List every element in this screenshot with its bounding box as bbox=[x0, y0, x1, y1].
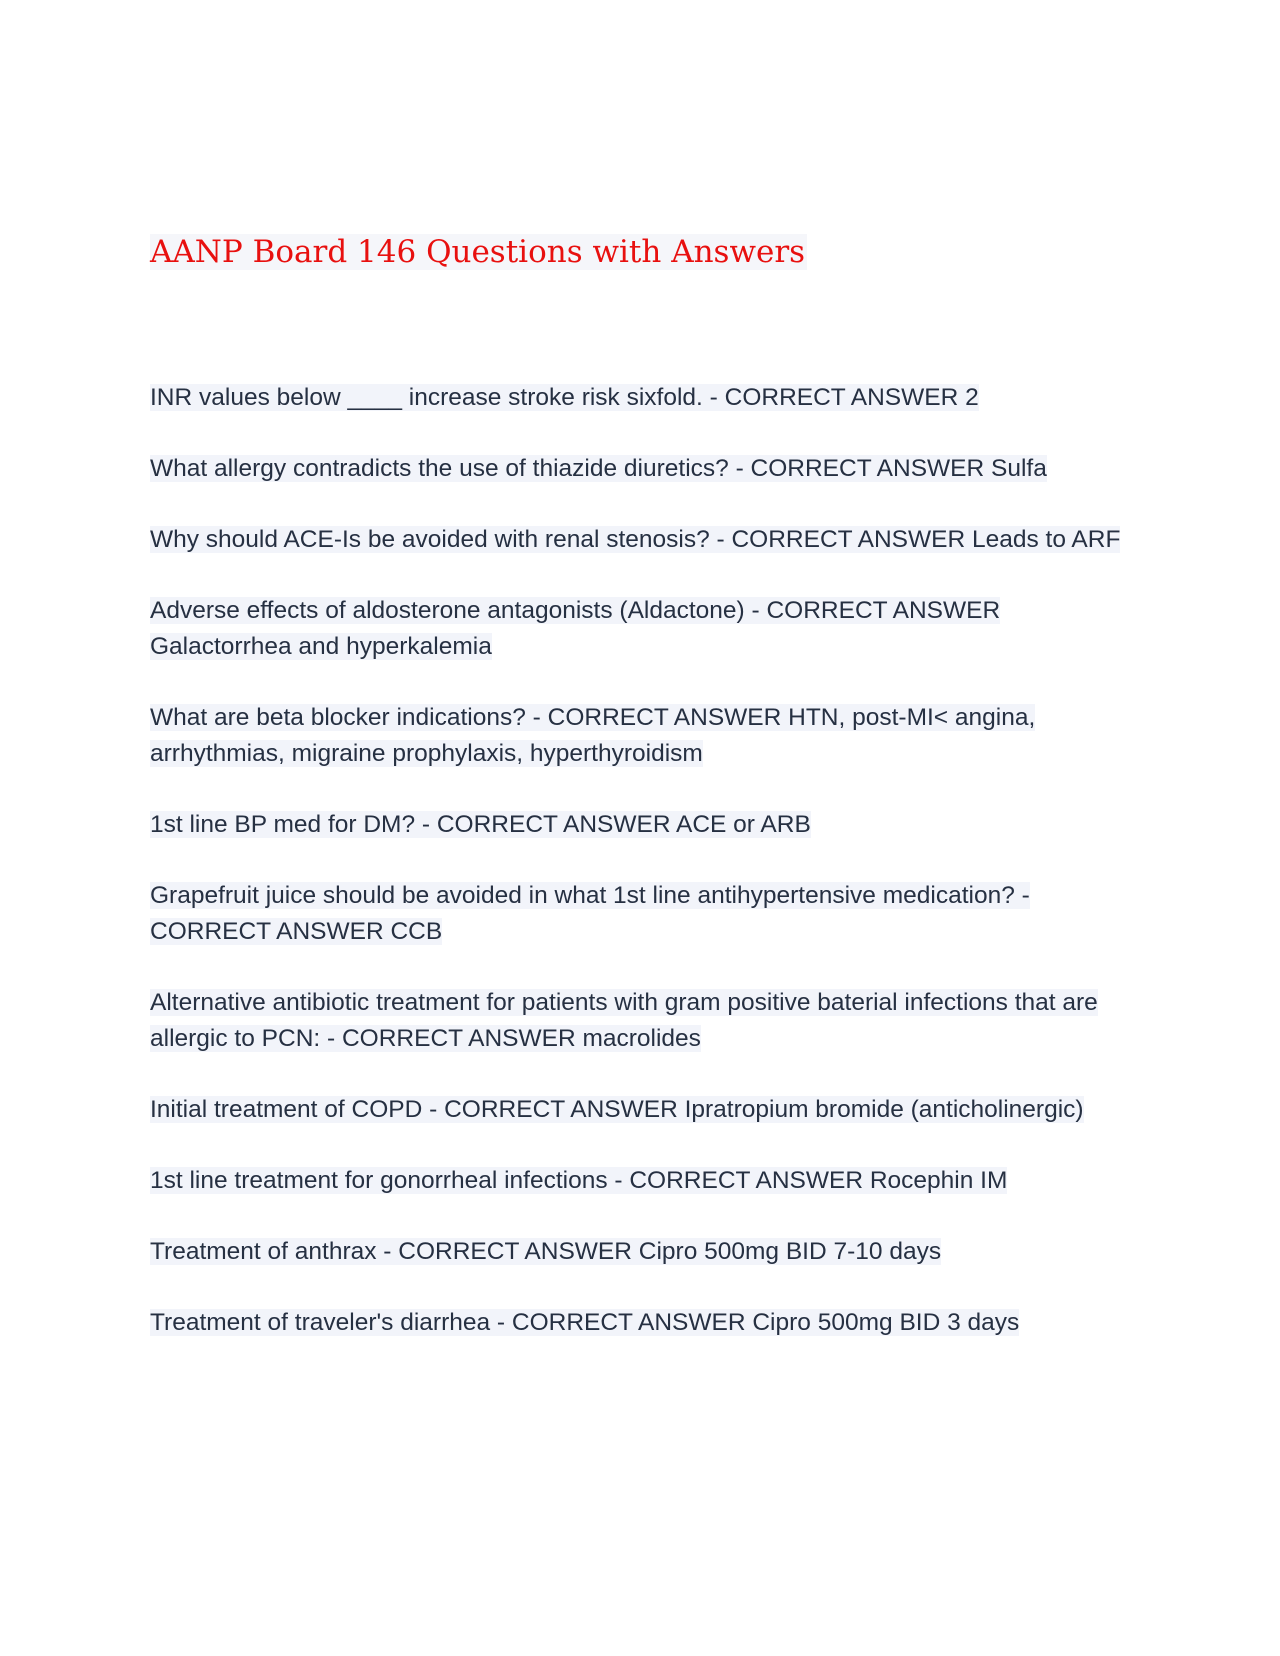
qa-list bbox=[150, 380, 1140, 1376]
qa-item bbox=[150, 593, 1140, 665]
qa-item bbox=[150, 878, 1140, 950]
qa-item bbox=[150, 985, 1140, 1057]
qa-item-text: Alternative antibiotic treatment for patients with gram positive baterial infections that are allergic to PCN: - CORRECT ANSWER macrolides bbox=[150, 989, 1098, 1052]
qa-item-text: What allergy contradicts the use of thiazide diuretics? - CORRECT ANSWER Sulfa bbox=[150, 455, 1047, 482]
qa-item bbox=[150, 1234, 1140, 1270]
qa-item bbox=[150, 1305, 1140, 1341]
qa-item bbox=[150, 1092, 1140, 1128]
document-title-text: AANP Board 146 Questions with Answers bbox=[150, 234, 806, 270]
qa-item bbox=[150, 1163, 1140, 1199]
qa-item-text: Grapefruit juice should be avoided in what 1st line antihypertensive medication? - CORRECT ANSWER CCB bbox=[150, 882, 1030, 945]
qa-item-text: Treatment of anthrax - CORRECT ANSWER Cipro 500mg BID 7-10 days bbox=[150, 1238, 942, 1265]
qa-item bbox=[150, 451, 1140, 487]
qa-item-text: Why should ACE-Is be avoided with renal stenosis? - CORRECT ANSWER Leads to ARF bbox=[150, 526, 1121, 553]
qa-item bbox=[150, 700, 1140, 772]
document-title bbox=[150, 230, 807, 274]
qa-item-text: Treatment of traveler's diarrhea - CORRECT ANSWER Cipro 500mg BID 3 days bbox=[150, 1309, 1020, 1336]
qa-item-text: Initial treatment of COPD - CORRECT ANSWER Ipratropium bromide (anticholinergic) bbox=[150, 1096, 1084, 1123]
qa-item bbox=[150, 380, 1140, 416]
qa-item-text: Adverse effects of aldosterone antagonists (Aldactone) - CORRECT ANSWER Galactorrhea and hyperkalemia bbox=[150, 597, 1001, 660]
qa-item-text: 1st line treatment for gonorrheal infections - CORRECT ANSWER Rocephin IM bbox=[150, 1167, 1008, 1194]
qa-item-text: 1st line BP med for DM? - CORRECT ANSWER ACE or ARB bbox=[150, 811, 811, 838]
qa-item-text: INR values below ____ increase stroke risk sixfold. - CORRECT ANSWER 2 bbox=[150, 384, 979, 411]
qa-item bbox=[150, 807, 1140, 843]
qa-item bbox=[150, 522, 1140, 558]
qa-item-text: What are beta blocker indications? - CORRECT ANSWER HTN, post-MI< angina, arrhythmias, migraine prophylaxis, hyperthyroidism bbox=[150, 704, 1036, 767]
